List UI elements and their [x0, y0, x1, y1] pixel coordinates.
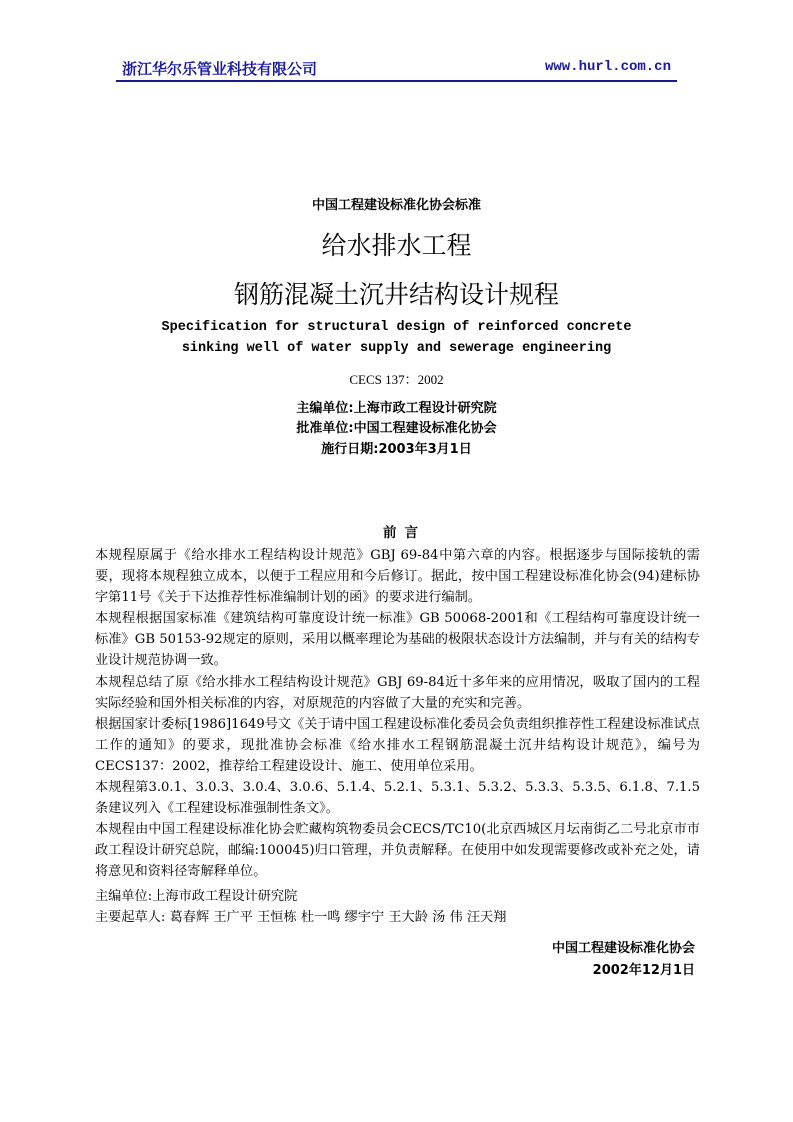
chief-editor-unit: 主编单位:上海市政工程设计研究院: [95, 889, 298, 904]
preface-heading: 前言: [383, 525, 426, 541]
standard-code: CECS 137：2002: [349, 372, 444, 387]
title-line-2: 钢筋混凝土沉井结构设计规程: [233, 280, 559, 309]
title-line-1: 给水排水工程: [321, 231, 472, 260]
preface-paragraph-6: 本规程由中国工程建设标准化协会贮藏构筑物委员会CECS/TC10(北京西城区月坛南街乙二号北京市市政工程设计研究总院，邮编:100045)归口管理，并负责解释。在使用中如发现需要修改或补充之处，请将意见和资料径寄解释单位。: [95, 822, 700, 880]
approver-unit: 批准单位:中国工程建设标准化协会: [296, 421, 497, 436]
preface-paragraph-2: 本规程根据国家标准《建筑结构可靠度设计统一标准》GB 50068-2001和《工程结构可靠度设计统一标准》GB 50153-92规定的原则，采用以概率理论为基础的极限状态设计方法编制，并与有关的结构专业设计规范协调一致。: [95, 611, 700, 669]
preface-paragraph-3: 本规程总结了原《给水排水工程结构设计规范》GBJ 69-84近十多年来的应用情况，吸取了国内的工程实际经验和国外相关标准的内容，对原规范的内容做了大量的充实和完善。: [95, 674, 700, 711]
company-name: 浙江华尔乐管业科技有限公司: [122, 60, 318, 78]
preface-paragraph-1: 本规程原属于《给水排水工程结构设计规范》GBJ 69-84中第六章的内容。根据逐步与国际接轨的需要，现将本规程独立成本，以便于工程应用和今后修订。据此，按中国工程建设标准化协会(94)建标协字第11号《关于下达推荐性标准编制计划的函》的要求进行编制。: [95, 548, 700, 606]
main-drafters: 主要起草人: 葛春辉 王广平 王恒栋 杜一鸣 缪宇宁 王大龄 汤 伟 汪天翔: [95, 910, 507, 925]
editor-unit: 主编单位:上海市政工程设计研究院: [296, 401, 497, 416]
company-url[interactable]: www.hurl.com.cn: [544, 59, 671, 75]
preface-paragraph-4: 根据国家计委标[1986]1649号文《关于请中国工程建设标准化委员会负责组织推荐性工程建设标准试点工作的通知》的要求，现批准协会标准《给水排水工程钢筋混凝土沉井结构设计规范》，编号为CECS137：2002，推荐给工程建设设计、施工、使用单位采用。: [95, 716, 700, 774]
page-header: [116, 58, 677, 82]
english-title-line-1: Specification for structural design of reinforced concrete: [161, 320, 632, 335]
english-title-line-2: sinking well of water supply and sewerage engineering: [181, 341, 612, 356]
drafters-block: [95, 886, 700, 928]
preface-body: [95, 545, 700, 883]
signature-date: 2002年12月1日: [592, 963, 695, 978]
effective-date: 施行日期:2003年3月1日: [321, 442, 472, 457]
standard-category: 中国工程建设标准化协会标准: [311, 198, 481, 213]
signature-organization: 中国工程建设标准化协会: [551, 941, 695, 956]
preface-paragraph-5: 本规程第3.0.1、3.0.3、3.0.4、3.0.6、5.1.4、5.2.1、5.3.1、5.3.2、5.3.3、5.3.5、6.1.8、7.1.5条建议列入《工程建设标准强制性条文》。: [95, 780, 700, 817]
